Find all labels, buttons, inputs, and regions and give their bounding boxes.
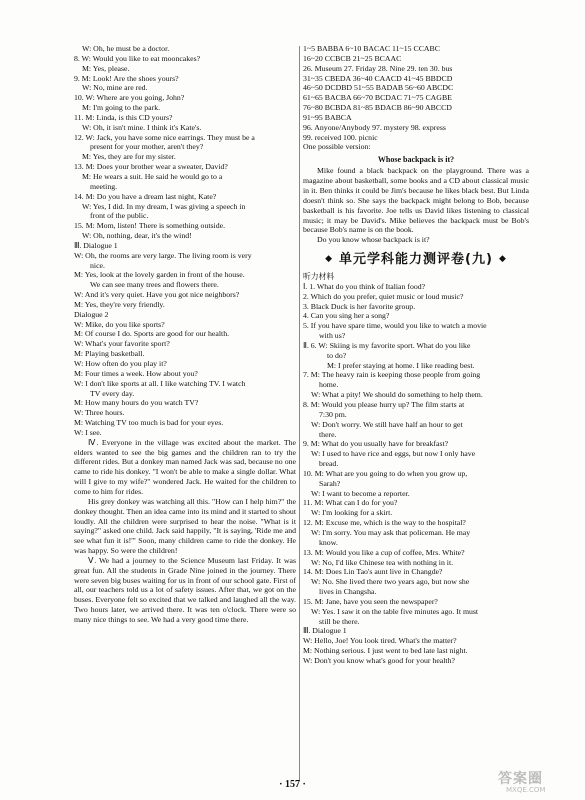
left-column (74, 44, 296, 625)
dialogue-line: 12. W: Jack, you have some nice earrings. They must be a (74, 132, 255, 142)
script-line: 5. If you have spare time, would you like to watch a movie (303, 321, 487, 331)
dialogue-line: meeting. (90, 181, 118, 191)
script-line: Ⅰ. 1. What do you think of Italian food? (303, 281, 426, 291)
answer-line: One possible version: (303, 142, 371, 152)
essay-title: Whose backpack is it? (377, 155, 455, 165)
column-divider (299, 46, 300, 781)
dialogue-line: Ⅲ. Dialogue 1 (74, 240, 118, 250)
script-line: bread. (319, 459, 339, 469)
script-line: 3. Black Duck is her favorite group. (303, 301, 416, 311)
script-line: still be there. (319, 616, 360, 626)
script-line: 12. M: Excuse me, which is the way to the hospital? (303, 518, 466, 528)
script-line: home. (319, 380, 339, 390)
script-line: Ⅱ. 6. W: Skiing is my favorite sport. What do you like (303, 340, 471, 350)
script-line: 15. M: Jane, have you seen the newspaper? (303, 596, 438, 606)
answer-key (303, 44, 529, 152)
answer-line: 46~50 DCDBD 51~55 BADAB 56~60 ABCDC (303, 83, 454, 93)
dialogue-line: M: Yes, they are for my sister. (82, 152, 176, 162)
dialogue-line: 10. W: Where are you going, John? (74, 93, 185, 103)
script-line: 听力材料 (303, 272, 335, 282)
script-line: W: I want to become a reporter. (311, 488, 410, 498)
dialogue-line: M: I'm going to the park. (82, 103, 161, 113)
dialogue-line: M: Of course I do. Sports are good for our health. (74, 329, 230, 339)
dialogue-line: TV every day. (90, 388, 135, 398)
script-line: M: Nothing serious. I just went to bed late last night. (303, 646, 468, 656)
passage-paragraph: Ⅴ. We had a journey to the Science Museum last Friday. It was great fun. All the students in Grade Nine joined in the journey. There were seven big buses waiting for us in front of our school gate. First of all, our teachers told us a lot of safety issues. After that, we got on the buses. Everyone felt so excited that we talked and laughed all the way. Two hours later, we arrived there. It was ten o'clock. There were so many nice things to see. We had a very good time there. (74, 555, 296, 624)
dialogue-line: W: I see. (74, 427, 102, 437)
script-line: know. (319, 537, 338, 547)
dialogue-line: W: And it's very quiet. Have you got nice neighbors? (74, 290, 240, 300)
left-passages (74, 438, 296, 625)
answer-line: 31~35 CBEDA 36~40 CAACD 41~45 BBDCD (303, 73, 453, 83)
dialogue-line: W: Oh, he must be a doctor. (82, 44, 170, 53)
dialogue-line: present for your mother, aren't they? (90, 142, 204, 152)
dialogue-line: M: Four times a week. How about you? (74, 368, 198, 378)
script-line: to do? (327, 350, 347, 360)
dialogue-line: M: Yes, they're very friendly. (74, 299, 165, 309)
answer-line: 61~65 BACBA 66~70 BCDAC 71~75 CAGBE (303, 93, 452, 103)
dialogue-line: W: Oh, the rooms are very large. The living room is very (74, 250, 252, 260)
script-line: Sarah? (319, 478, 341, 488)
answer-line: 99. received 100. picnic (303, 132, 378, 142)
page-number: · 157 · (279, 779, 306, 790)
dialogue-line: W: Three hours. (74, 408, 125, 418)
dialogue-line: M: Yes, please. (82, 63, 130, 73)
dialogue-line: M: Playing basketball. (74, 349, 145, 359)
answer-line: 16~20 CCBCB 21~25 BCAAC (303, 53, 402, 63)
script-line: 13. M: Would you like a cup of coffee, Mrs. White? (303, 547, 465, 557)
dialogue-line: 13. M: Does your brother wear a sweater, David? (74, 162, 228, 172)
left-dialogue-lines (74, 44, 296, 438)
diamond-ornament-left: ◆ (325, 254, 334, 265)
script-line: 14. M: Does Lin Tao's aunt live in Changde? (303, 567, 443, 577)
dialogue-line: W: How often do you play it? (74, 359, 167, 368)
script-line: with us? (319, 331, 346, 341)
unit-title-text: 单元学科能力测评卷(九) (339, 252, 493, 268)
script-line: 2. Which do you prefer, quiet music or loud music? (303, 291, 464, 301)
script-line: lives in Changsha. (319, 587, 377, 597)
script-line: W: Don't you know what's good for your health? (303, 655, 455, 665)
dialogue-line: M: Watching TV too much is bad for your eyes. (74, 418, 224, 428)
script-line: Ⅲ. Dialogue 1 (303, 626, 347, 636)
script-line: 10. M: What are you going to do when you grow up, (303, 468, 468, 478)
watermark-url: MXQE.COM (506, 786, 546, 794)
answer-line: 1~5 BABBA 6~10 BACAC 11~15 CCABC (303, 44, 440, 53)
dialogue-line: W: I don't like sports at all. I like watching TV. I watch (74, 378, 246, 388)
dialogue-line: W: Oh, nothing, dear, it's the wind! (82, 231, 192, 241)
dialogue-line: nice. (90, 260, 105, 270)
dialogue-line: front of the public. (90, 211, 149, 221)
essay-paragraph: Mike found a black backpack on the playground. There was a magazine about basketball, some books and a CD about classical music in it. Ben thinks it could be Jim's because he likes black best. But Linda doesn't think so. She says the backpack might belong to Bob, because basketball is his favorite. Joe tells us David likes listening to classical music; it may be David's. Mike believes the backpack must be Bob's because Bob's name is on the book. (303, 166, 529, 235)
script-line: M: I prefer staying at home. I like reading best. (327, 360, 475, 370)
script-line: W: I'm looking for a skirt. (311, 508, 393, 518)
script-line: W: No. She lived there two years ago, but now she (311, 577, 470, 587)
script-line: W: What a pity! We should do something to help them. (311, 390, 483, 400)
answer-line: 91~95 BABCA (303, 112, 352, 122)
script-line: W: No, I'd like Chinese tea with nothing in it. (311, 557, 454, 567)
dialogue-line: W: Yes, I did. In my dream, I was giving a speech in (82, 201, 246, 211)
dialogue-line: 14. M: Do you have a dream last night, Kate? (74, 191, 217, 201)
script-line: there. (319, 429, 337, 439)
dialogue-line: M: Yes, look at the lovely garden in front of the house. (74, 270, 245, 280)
dialogue-line: W: Oh, it isn't mine. I think it's Kate's. (82, 122, 202, 132)
dialogue-line: Dialogue 2 (74, 309, 109, 319)
essay-body (303, 166, 529, 245)
essay-paragraph: Do you know whose backpack is it? (317, 235, 430, 245)
dialogue-line: 15. M: Mom, listen! There is something outside. (74, 221, 226, 231)
answer-line: 26. Museum 27. Friday 28. Nine 29. ten 30. bus (303, 63, 453, 73)
answer-line: 96. Anyone/Anybody 97. mystery 98. express (303, 122, 446, 132)
listening-script (303, 272, 529, 666)
dialogue-line: W: Mike, do you like sports? (74, 319, 165, 329)
script-line: 7. M: The heavy rain is keeping those people from going (303, 370, 481, 380)
dialogue-line: W: What's your favorite sport? (74, 339, 170, 349)
dialogue-line: W: No, mine are red. (82, 83, 148, 93)
right-column (303, 44, 529, 666)
dialogue-line: M: How many hours do you watch TV? (74, 398, 199, 408)
diamond-ornament-right: ◆ (498, 254, 507, 265)
script-line: 7:30 pm. (319, 409, 347, 419)
dialogue-line: M: He wears a suit. He said he would go to a (82, 171, 223, 181)
dialogue-line: 9. M: Look! Are the shoes yours? (74, 73, 179, 83)
script-line: W: Hello, Joe! You look tired. What's the matter? (303, 636, 457, 646)
passage-paragraph: Ⅳ. Everyone in the village was excited about the market. The elders wanted to see the big games and the children ran to try the different rides. But a donkey man named Jack was sad, because no one came to ride his donkey. "I won't be able to make a single dollar. What will I give to my wife?" wondered Jack. He waited for the children to come to him for rides. (74, 437, 296, 496)
answer-line: 76~80 BCBDA 81~85 BDACB 86~90 ABCCD (303, 103, 452, 113)
unit-title (303, 251, 529, 268)
script-line: W: Don't worry. We still have half an hour to get (311, 419, 463, 429)
dialogue-line: 8. W: Would you like to eat mooncakes? (74, 53, 201, 63)
dialogue-line: 11. M: Linda, is this CD yours? (74, 112, 173, 122)
script-line: W: I'm sorry. You may ask that policeman. He may (311, 527, 471, 537)
script-line: W: I used to have rice and eggs, but now I only have (311, 449, 476, 459)
passage-paragraph: His grey donkey was watching all this. "How can I help him?" the donkey thought. Then an idea came into its mind and it started to shout loudly. All the children were surprised to hear the noise. "What is it saying?" asked one child. Jack said happily, "It is saying, 'Ride me and see what fun it is!'" Soon, many children came to ride the donkey. He was happy. So were the children! (74, 496, 296, 556)
script-line: 4. Can you sing her a song? (303, 311, 390, 321)
script-line: W: Yes. I saw it on the table five minutes ago. It must (311, 606, 479, 616)
script-line: 11. M: What can I do for you? (303, 498, 398, 508)
script-line: 9. M: What do you usually have for breakfast? (303, 439, 449, 449)
script-line: 8. M: Would you please hurry up? The film starts at (303, 400, 465, 409)
watermark-logo: 答案圈 (498, 771, 543, 787)
dialogue-line: We can see many trees and flowers there. (90, 280, 219, 290)
